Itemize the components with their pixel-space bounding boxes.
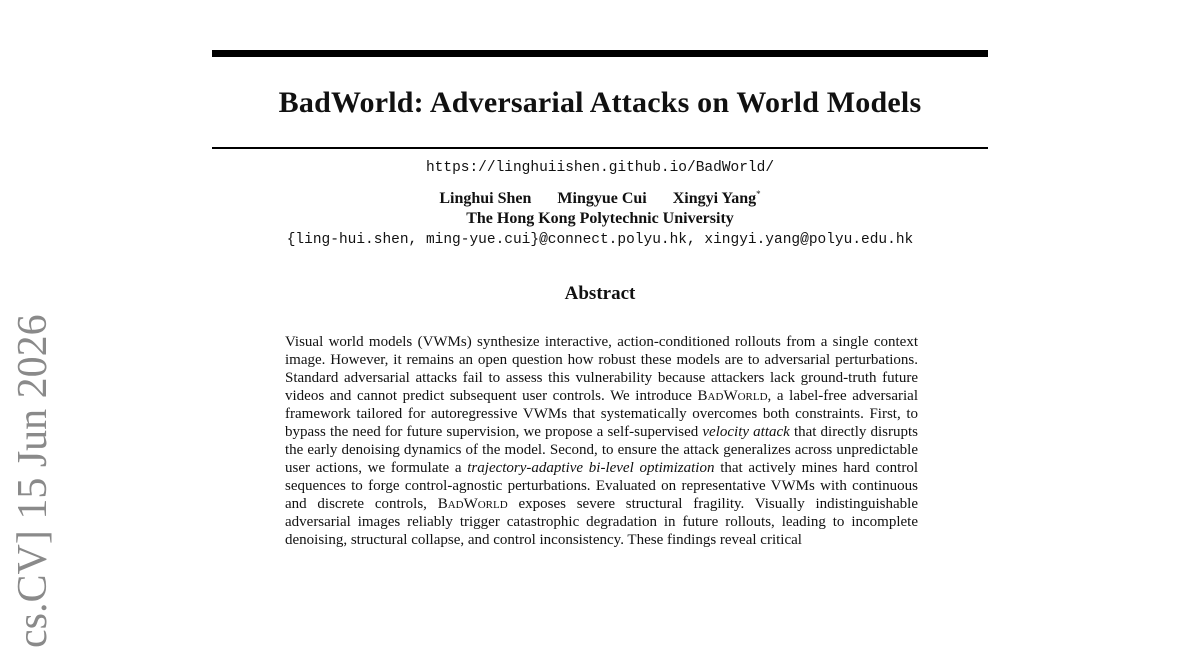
method-name: BadWorld <box>697 388 768 404</box>
abstract-text: , a label-free adversarial framework tailored for autoregressive VWMs that systematically overcomes both constraints. First, to bypass the need for future supervision, we propose a self-supervised <box>285 388 918 440</box>
arxiv-stamp: cs.CV] 15 Jun 2026 <box>10 314 56 648</box>
top-rule <box>212 50 988 57</box>
abstract-text: that directly disrupts the early denoising dynamics of the model. Second, to ensure the attack generalizes across unpredictable user actions, we formulate a <box>285 424 918 476</box>
author-name: Linghui Shen <box>439 190 532 208</box>
title-rule <box>212 147 988 149</box>
author-emails[interactable]: {ling-hui.shen, ming-yue.cui}@connect.polyu.hk, xingyi.yang@polyu.edu.hk <box>286 232 914 248</box>
corresponding-mark: * <box>756 189 761 199</box>
abstract-text: exposes severe structural fragility. Visually indistinguishable adversarial images reliably trigger catastrophic degradation in future rollouts, leading to incomplete denoising, structural collapse, and control inconsistency. These findings reveal critical <box>285 496 918 548</box>
emphasis-term: velocity attack <box>702 424 790 440</box>
abstract-text: that actively mines hard control sequences to forge control-agnostic perturbations. Evaluated on representative VWMs with continuous and discrete controls, <box>285 460 918 512</box>
author-name: Mingyue Cui <box>557 190 647 208</box>
abstract-heading: Abstract <box>564 283 636 304</box>
affiliation: The Hong Kong Polytechnic University <box>466 210 734 227</box>
project-url[interactable]: https://linghuiishen.github.io/BadWorld/ <box>425 160 775 176</box>
method-name: BadWorld <box>437 496 508 512</box>
abstract-body <box>285 333 918 648</box>
emphasis-term: trajectory-adaptive bi-level optimization <box>467 460 715 476</box>
paper-title: BadWorld: Adversarial Attacks on World Models <box>278 86 922 119</box>
abstract-text: Visual world models (VWMs) synthesize interactive, action-conditioned rollouts from a single context image. However, it remains an open question how robust these models are to adversarial perturbations. Standard adversarial attacks fail to assess this vulnerability because attackers lack ground-truth future videos and cannot predict subsequent user controls. We introduce <box>285 334 918 404</box>
author-name: Xingyi Yang <box>672 190 757 208</box>
author-list <box>212 189 988 208</box>
